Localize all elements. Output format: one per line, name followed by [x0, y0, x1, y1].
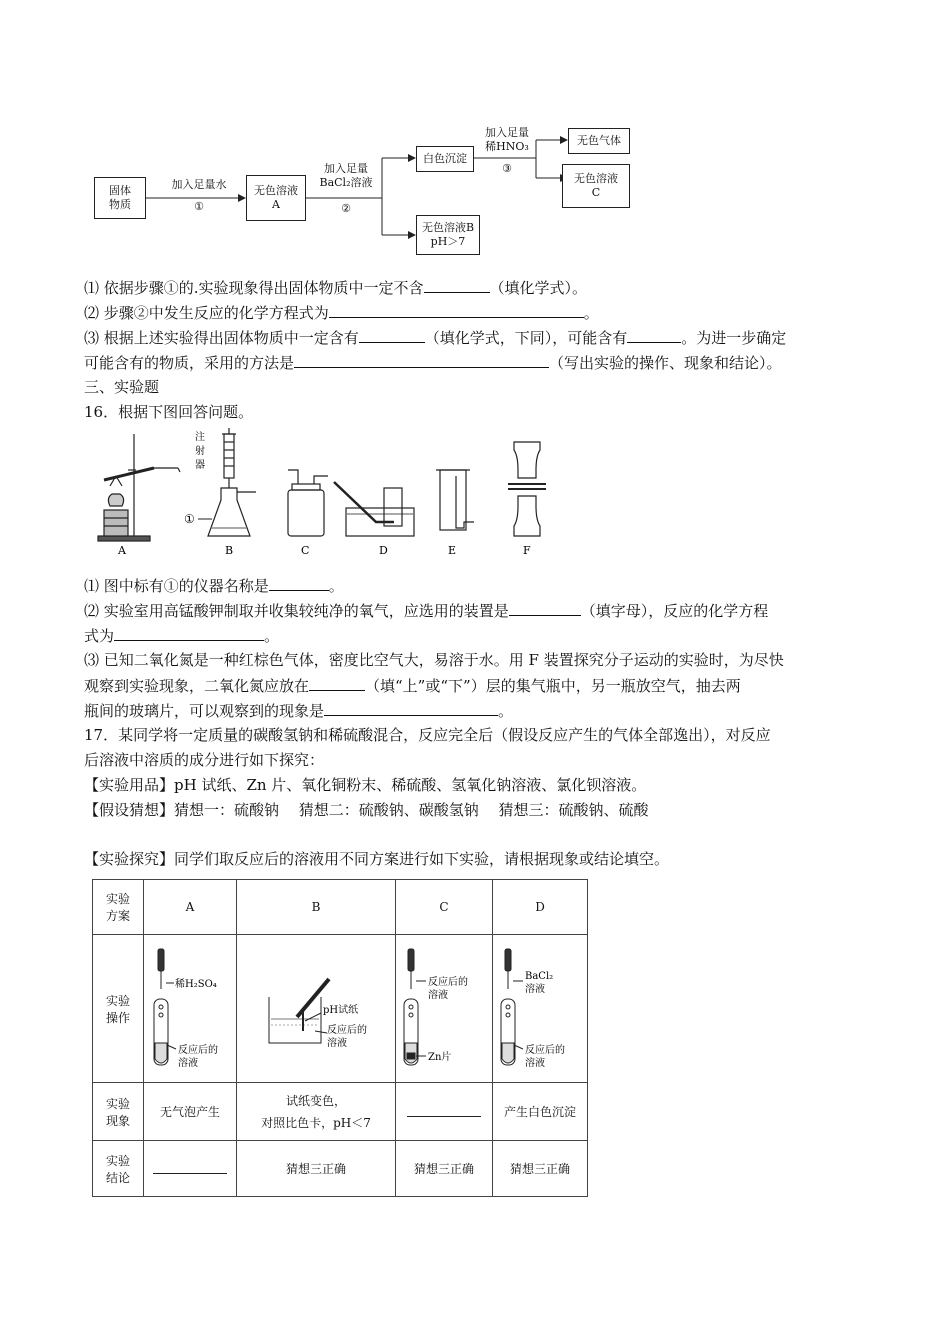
label-b: B	[225, 544, 234, 557]
op-c-zinc: Zn片	[428, 1052, 452, 1063]
q16-p2-mid: （填字母），反应的化学方程	[580, 602, 769, 620]
answer-blank[interactable]	[509, 600, 581, 616]
label-d: D	[379, 544, 388, 557]
op-a-drawing	[144, 935, 236, 1082]
concl-a[interactable]	[144, 1141, 237, 1197]
col-header-d: D	[493, 880, 588, 935]
step1-num: ①	[194, 200, 204, 213]
step3-label: 加入足量 稀HNO₃	[485, 126, 529, 153]
q16-part3-cont1	[84, 675, 741, 696]
table-row	[93, 935, 588, 1083]
q17-line2: 后溶液中溶质的成分进行如下探究：	[84, 751, 325, 769]
op-d-solution-2: 溶液	[525, 1058, 545, 1069]
label-c: C	[301, 544, 310, 557]
solution-a-box: 无色溶液 A	[246, 175, 306, 221]
q16-p3-cont-text: 瓶间的玻璃片，可以观察到的现象是	[84, 702, 325, 720]
concl-c: 猜想三正确	[396, 1141, 493, 1197]
q16-p2-text: ⑵ 实验室用高锰酸钾制取并收集较纯净的氧气，应选用的装置是	[84, 602, 509, 620]
label-e: E	[448, 544, 457, 557]
q16-p3-text: 观察到实验现象，二氧化氮应放在	[84, 677, 310, 695]
apparatus-d	[334, 482, 414, 536]
flowchart	[80, 120, 640, 260]
q15-p2-suffix: 。	[583, 304, 599, 322]
concl-d: 猜想三正确	[493, 1141, 588, 1197]
q16-part3: ⑶ 已知二氧化氮是一种红棕色气体，密度比空气大，易溶于水。用 F 装置探究分子运动的实验时，为尽快	[84, 651, 784, 669]
answer-blank[interactable]	[153, 1161, 227, 1174]
q17-supplies: 【实验用品】pH 试纸、Zn 片、氧化铜粉末、稀硫酸、氢氧化钠溶液、氯化钡溶液。	[84, 776, 647, 794]
answer-blank[interactable]	[324, 700, 498, 716]
op-a-reagent: 稀H₂SO₄	[175, 979, 217, 990]
op-d-cell	[493, 935, 588, 1083]
answer-blank[interactable]	[309, 675, 365, 691]
step3-num: ③	[502, 162, 512, 175]
q15-p3-text: ⑶ 根据上述实验得出固体物质中一定含有	[84, 329, 359, 347]
op-b-cell	[237, 935, 396, 1083]
q16-p3-cont-suffix: 。	[498, 702, 514, 720]
phen-d: 产生白色沉淀	[493, 1083, 588, 1141]
op-a-solution-1: 反应后的	[178, 1045, 218, 1056]
q15-p1-suffix: （填化学式）。	[489, 279, 588, 297]
solution-c-box: 无色溶液 C	[562, 164, 630, 208]
syringe-label-2: 射	[195, 446, 205, 457]
step2-num: ②	[341, 202, 351, 215]
apparatus-a	[98, 434, 180, 541]
q17-explore: 【实验探究】同学们取反应后的溶液用不同方案进行如下实验，请根据现象或结论填空。	[84, 850, 670, 868]
q15-p3-cont-text: 可能含有的物质，采用的方法是	[84, 354, 295, 372]
header-phenomenon: 实验 现象	[93, 1083, 144, 1141]
phen-b: 试纸变色， 对照比色卡，pH＜7	[237, 1083, 396, 1141]
apparatus-figure	[84, 426, 554, 560]
op-c-drawing	[396, 935, 492, 1082]
apparatus-b	[208, 428, 256, 536]
label-f: F	[523, 544, 531, 557]
q15-p3-mid: （填化学式，下同），可能含有	[424, 329, 628, 347]
solid-box: 固体 物质	[94, 177, 146, 219]
q16-p2-cont-text: 式为	[84, 627, 115, 645]
op-a-cell	[144, 935, 237, 1083]
apparatus-f	[508, 442, 546, 536]
answer-blank[interactable]	[294, 352, 549, 368]
q16-part1	[84, 575, 344, 596]
op-a-solution-2: 溶液	[178, 1058, 198, 1069]
op-c-solution-2: 溶液	[428, 990, 448, 1001]
q15-part3-cont	[84, 352, 782, 373]
op-b-solution-2: 溶液	[327, 1038, 347, 1049]
q15-p3-cont-suffix: （写出实验的操作、现象和结论）。	[549, 354, 782, 372]
table-row	[93, 880, 588, 935]
col-header-c: C	[396, 880, 493, 935]
answer-blank[interactable]	[269, 575, 329, 591]
answer-blank[interactable]	[407, 1104, 481, 1117]
op-d-reagent-2: 溶液	[525, 984, 545, 995]
q16-part2	[84, 600, 768, 621]
q15-p3-end: 。为进一步确定	[681, 329, 787, 347]
syringe-label-1: 注	[195, 432, 205, 443]
op-b-solution-1: 反应后的	[327, 1025, 367, 1036]
answer-blank[interactable]	[329, 302, 584, 318]
header-operation: 实验 操作	[93, 935, 144, 1083]
answer-blank[interactable]	[359, 327, 425, 343]
gas-box: 无色气体	[568, 128, 630, 154]
q15-p2-text: ⑵ 步骤②中发生反应的化学方程式为	[84, 304, 329, 322]
step1-label: 加入足量水	[171, 178, 227, 191]
table-row	[93, 1141, 588, 1197]
q16-p1-suffix: 。	[328, 577, 344, 595]
apparatus-c	[288, 470, 328, 536]
header-plan: 实验 方案	[93, 880, 144, 935]
q15-part3	[84, 327, 786, 348]
q15-part2	[84, 302, 599, 323]
q16-p2-cont-suffix: 。	[264, 627, 280, 645]
col-header-b: B	[237, 880, 396, 935]
solution-b-box: 无色溶液B pH＞7	[416, 215, 480, 255]
q17-line1: 17．某同学将一定质量的碳酸氢钠和稀硫酸混合，反应完全后（假设反应产生的气体全部逸出），对反应	[84, 726, 771, 744]
answer-blank[interactable]	[627, 327, 681, 343]
experiment-table	[92, 879, 588, 1197]
apparatus-e	[436, 470, 474, 530]
op-c-cell	[396, 935, 493, 1083]
q16-p1-text: ⑴ 图中标有①的仪器名称是	[84, 577, 269, 595]
header-conclusion: 实验 结论	[93, 1141, 144, 1197]
concl-b: 猜想三正确	[237, 1141, 396, 1197]
white-precipitate-box: 白色沉淀	[416, 146, 474, 172]
phen-c[interactable]	[396, 1083, 493, 1141]
table-row	[93, 1083, 588, 1141]
op-d-solution-1: 反应后的	[525, 1045, 565, 1056]
answer-blank[interactable]	[424, 277, 490, 293]
answer-blank[interactable]	[114, 625, 264, 641]
step2-label: 加入足量 BaCl₂溶液	[319, 162, 373, 189]
op-b-paper: pH试纸	[323, 1005, 359, 1016]
q15-part1	[84, 277, 587, 298]
q16-p3-mid: （填“上”或“下”）层的集气瓶中，另一瓶放空气，抽去两	[365, 677, 741, 695]
phen-a: 无气泡产生	[144, 1083, 237, 1141]
circle-one-label: ①	[184, 512, 195, 526]
op-c-solution-1: 反应后的	[428, 977, 468, 988]
syringe-label-3: 器	[195, 460, 205, 471]
label-a: A	[118, 544, 126, 557]
op-b-drawing	[237, 935, 395, 1082]
q15-p1-text: ⑴ 依据步骤①的.实验现象得出固体物质中一定不含	[84, 279, 424, 297]
section-title: 三、实验题	[84, 378, 160, 396]
col-header-a: A	[144, 880, 237, 935]
q16-part2-cont	[84, 625, 279, 646]
op-d-drawing	[493, 935, 587, 1082]
q17-hypothesis: 【假设猜想】猜想一：硫酸钠 猜想二：硫酸钠、碳酸氢钠 猜想三：硫酸钠、硫酸	[84, 801, 649, 819]
q16-title: 16．根据下图回答问题。	[84, 403, 254, 421]
op-d-reagent-1: BaCl₂	[525, 971, 554, 982]
q16-part3-cont2	[84, 700, 513, 721]
